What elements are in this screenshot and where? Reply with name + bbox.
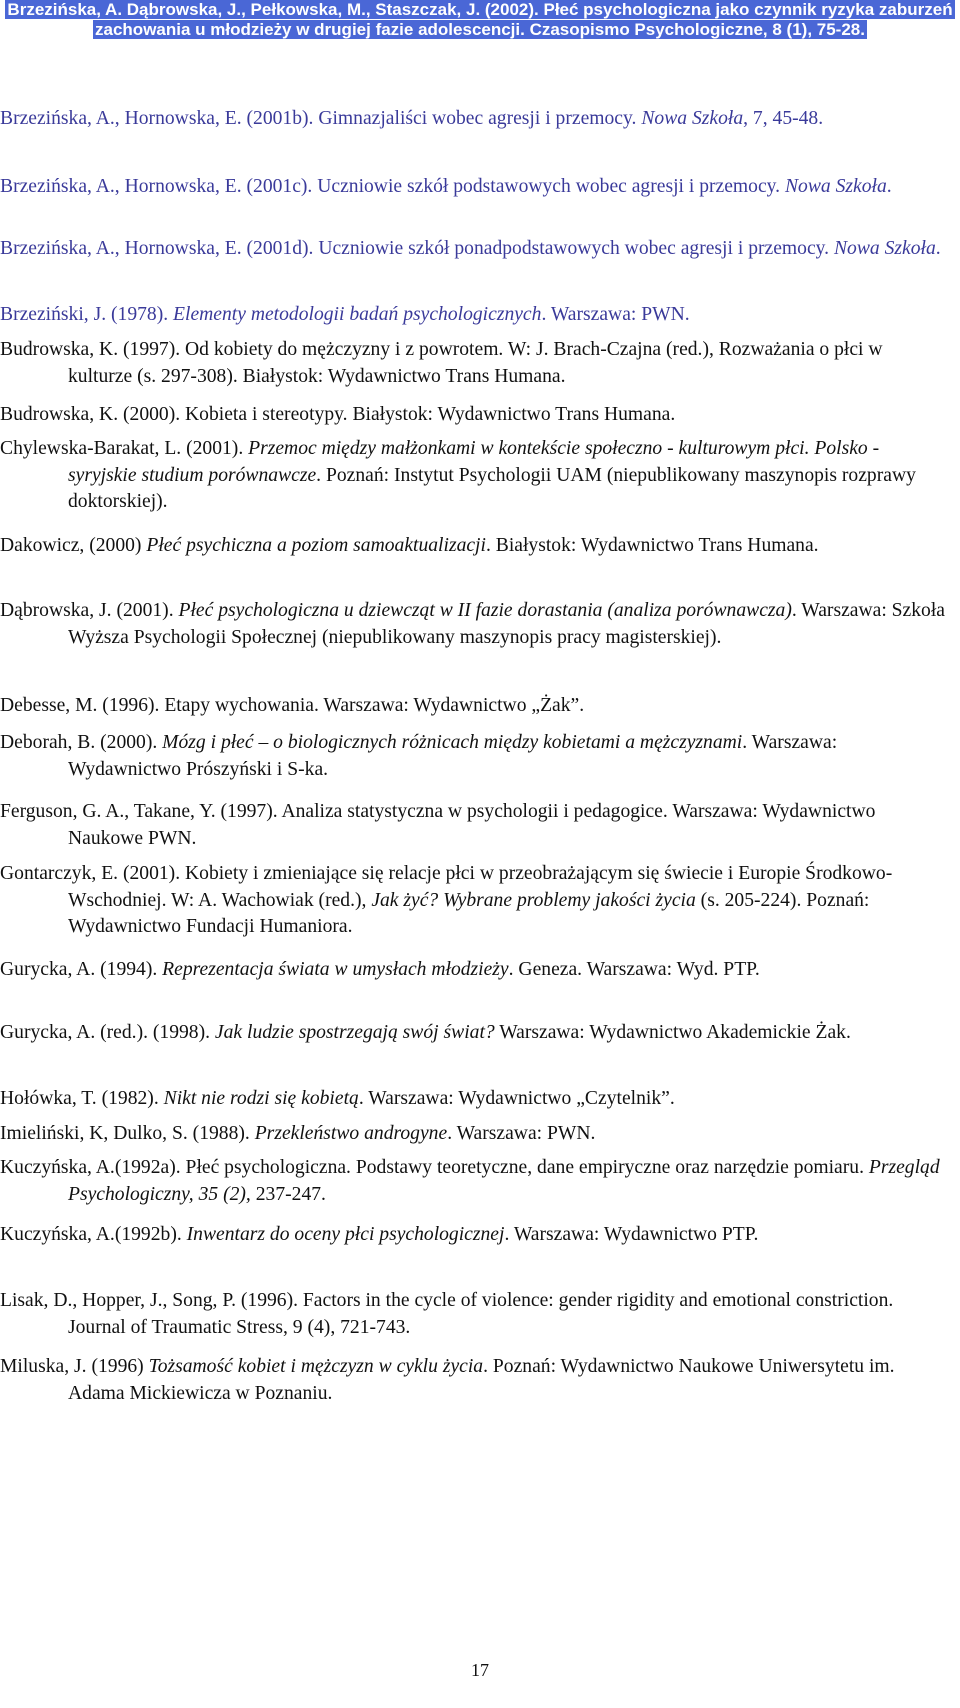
reference-text: . bbox=[935, 238, 941, 259]
header-line-1: Brzezińska, A. Dąbrowska, J., Pełkowska, M., Staszczak, J. (2002). Płeć psychologiczna jako czynnik ryzyka zaburzeń bbox=[7, 0, 953, 19]
reference-text: Brzezińska, A., Hornowska, E. (2001c). Uczniowie szkół podstawowych wobec agresji i przemocy. bbox=[0, 176, 785, 197]
reference-text: 237-247. bbox=[250, 1183, 326, 1205]
reference-entry bbox=[0, 1222, 948, 1249]
reference-entry bbox=[0, 1020, 948, 1047]
reference-text: Przegląd Psychologiczny, 35 (2), bbox=[68, 1157, 940, 1205]
reference-text: . Warszawa: PWN. bbox=[447, 1123, 596, 1144]
reference-text: . Geneza. Warszawa: Wyd. PTP. bbox=[508, 959, 760, 980]
reference-text: . Warszawa: Wydawnictwo „Czytelnik”. bbox=[358, 1088, 675, 1109]
reference-entry bbox=[0, 337, 948, 390]
reference-text: Przemoc między małżonkami w kontekście społeczno - kulturowym płci. Polsko - syryjskie studium porównawcze bbox=[68, 438, 880, 486]
reference-text: Nowa Szkoła bbox=[641, 108, 744, 129]
reference-text: (s. 205-224). Poznań: Wydawnictwo Fundacji Humaniora. bbox=[68, 889, 870, 937]
reference-text: . Warszawa: PWN. bbox=[541, 304, 690, 325]
reference-text: Elementy metodologii badań psychologicznych bbox=[173, 304, 542, 325]
reference-entry bbox=[0, 236, 948, 263]
reference-text: Chylewska-Barakat, L. (2001). bbox=[0, 438, 249, 459]
reference-entry bbox=[0, 402, 948, 429]
reference-text: Ferguson, G. A., Takane, Y. (1997). Analiza statystyczna w psychologii i pedagogice. Warszawa: Wydawnictwo Naukowe PWN. bbox=[0, 801, 876, 849]
reference-text: . Warszawa: Szkoła Wyższa Psychologii Społecznej (niepublikowany maszynopis pracy magisterskiej). bbox=[68, 600, 945, 648]
reference-entry bbox=[0, 302, 948, 329]
reference-text: Debesse, M. (1996). Etapy wychowania. Warszawa: Wydawnictwo „Żak”. bbox=[0, 695, 585, 716]
reference-text: Inwentarz do oceny płci psychologicznej bbox=[186, 1224, 505, 1245]
reference-entry bbox=[0, 1354, 948, 1407]
reference-text: Dąbrowska, J. (2001). bbox=[0, 600, 179, 621]
reference-entry bbox=[0, 730, 948, 783]
reference-entry bbox=[0, 436, 948, 516]
reference-entry bbox=[0, 533, 948, 560]
reference-text: Budrowska, K. (2000). Kobieta i stereotypy. Białystok: Wydawnictwo Trans Humana. bbox=[0, 404, 676, 425]
reference-text: Gurycka, A. (1994). bbox=[0, 959, 163, 980]
reference-entry bbox=[0, 861, 948, 941]
reference-entry bbox=[0, 957, 948, 984]
reference-entry bbox=[0, 174, 948, 201]
page-number: 17 bbox=[471, 1660, 489, 1680]
reference-entry bbox=[0, 1121, 948, 1148]
reference-entry bbox=[0, 1288, 948, 1341]
reference-entry bbox=[0, 106, 948, 133]
reference-text: . bbox=[886, 176, 892, 197]
reference-text: Brzezińska, A., Hornowska, E. (2001b). Gimnazjaliści wobec agresji i przemocy. bbox=[0, 108, 642, 129]
reference-text: Dakowicz, (2000) bbox=[0, 535, 147, 556]
reference-text: Kuczyńska, A.(1992b). bbox=[0, 1224, 187, 1245]
reference-text: . Białystok: Wydawnictwo Trans Humana. bbox=[485, 535, 819, 556]
reference-text: Budrowska, K. (1997). Od kobiety do mężczyzny i z powrotem. W: J. Brach-Czajna (red.), Rozważania o płci w kulturze (s. 297-308). Białystok: Wydawnictwo Trans Humana. bbox=[0, 339, 883, 387]
reference-text: Brzeziński, J. (1978). bbox=[0, 304, 174, 325]
reference-text: Deborah, B. (2000). bbox=[0, 732, 163, 753]
reference-text: Gurycka, A. (red.). (1998). bbox=[0, 1022, 215, 1043]
reference-entry bbox=[0, 1086, 948, 1113]
reference-text: Brzezińska, A., Hornowska, E. (2001d). Uczniowie szkół ponadpodstawowych wobec agresji i przemocy. bbox=[0, 238, 834, 259]
reference-text: Nowa Szkoła bbox=[833, 238, 936, 259]
reference-text: . Warszawa: Wydawnictwo Prószyński i S-ka. bbox=[68, 732, 838, 780]
reference-text: Miluska, J. (1996) bbox=[0, 1356, 149, 1377]
reference-text: Tożsamość kobiet i mężczyzn w cyklu życia bbox=[148, 1356, 484, 1377]
reference-text: Nikt nie rodzi się kobietą bbox=[163, 1088, 359, 1109]
reference-text: Mózg i płeć – o biologicznych różnicach między kobietami a mężczyznami bbox=[162, 732, 743, 753]
reference-text: Jak żyć? Wybrane problemy jakości życia bbox=[371, 889, 696, 911]
reference-text: Hołówka, T. (1982). bbox=[0, 1088, 164, 1109]
reference-text: Jak ludzie spostrzegają swój świat? bbox=[214, 1022, 495, 1043]
reference-entry bbox=[0, 693, 948, 720]
reference-text: , 7, 45-48. bbox=[743, 108, 824, 129]
reference-entry bbox=[0, 598, 948, 651]
reference-text: . Warszawa: Wydawnictwo PTP. bbox=[504, 1224, 759, 1245]
reference-text: Lisak, D., Hopper, J., Song, P. (1996). Factors in the cycle of violence: gender rigidity and emotional constriction. Journal of Traumatic Stress, 9 (4), 721-743. bbox=[0, 1290, 894, 1338]
reference-text: Płeć psychiczna a poziom samoaktualizacji bbox=[146, 535, 486, 556]
reference-text: Przekleństwo androgyne bbox=[254, 1123, 448, 1144]
reference-entry bbox=[0, 1155, 948, 1208]
reference-text: Kuczyńska, A.(1992a). Płeć psychologiczna. Podstawy teoretyczne, dane empiryczne oraz narzędzie pomiaru. bbox=[0, 1157, 869, 1178]
reference-text: Imieliński, K, Dulko, S. (1988). bbox=[0, 1123, 255, 1144]
reference-entry bbox=[0, 799, 948, 852]
reference-text: . Poznań: Instytut Psychologii UAM (niepublikowany maszynopis rozprawy doktorskiej). bbox=[68, 464, 916, 512]
reference-text: Nowa Szkoła bbox=[784, 176, 887, 197]
reference-text: Płeć psychologiczna u dziewcząt w II fazie dorastania (analiza porównawcza) bbox=[178, 600, 792, 621]
header-line-2: zachowania u młodzieży w drugiej fazie adolescencji. Czasopismo Psychologiczne, 8 (1), 75-28. bbox=[95, 20, 865, 39]
reference-text: Reprezentacja świata w umysłach młodzieży bbox=[162, 959, 509, 980]
reference-text: Warszawa: Wydawnictwo Akademickie Żak. bbox=[494, 1022, 851, 1043]
reference-text: . Poznań: Wydawnictwo Naukowe Uniwersytetu im. Adama Mickiewicza w Poznaniu. bbox=[68, 1356, 895, 1404]
reference-text: Gontarczyk, E. (2001). Kobiety i zmieniające się relacje płci w przeobrażającym się świecie i Europie Środkowo-Wschodniej. W: A. Wachowiak (red.), bbox=[0, 863, 893, 911]
page-header bbox=[0, 0, 960, 40]
